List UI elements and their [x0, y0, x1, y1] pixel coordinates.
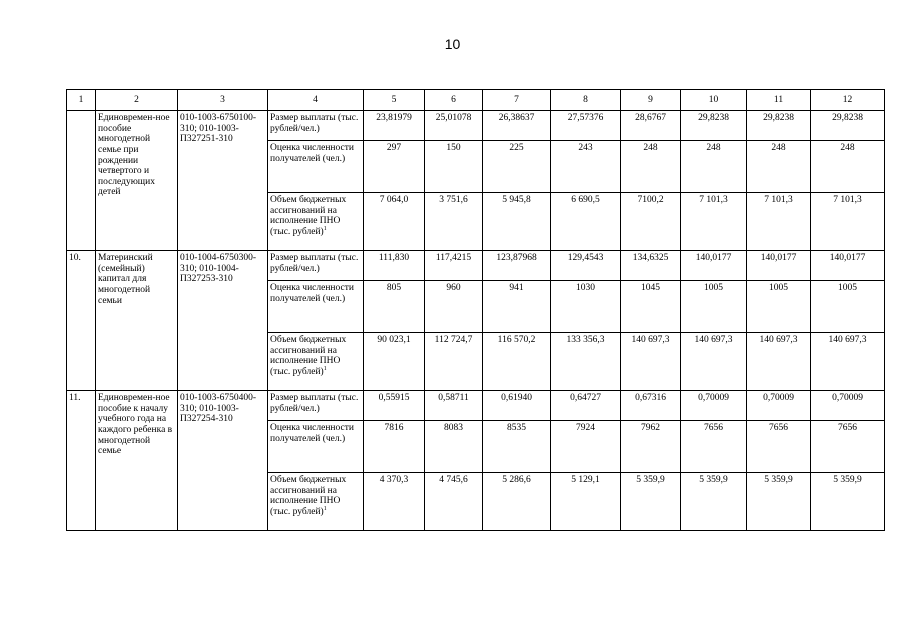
value-cell: 0,58711 [425, 391, 483, 421]
page-number: 10 [444, 36, 461, 52]
value-cell: 112 724,7 [425, 333, 483, 391]
value-cell: 248 [747, 141, 811, 193]
column-header: 3 [178, 90, 268, 111]
value-cell: 7 101,3 [811, 193, 885, 251]
column-header: 10 [681, 90, 747, 111]
value-cell: 123,87968 [483, 251, 551, 281]
value-cell: 1005 [811, 281, 885, 333]
value-cell: 5 359,9 [681, 473, 747, 531]
parameter-label [268, 251, 364, 281]
value-cell: 29,8238 [811, 111, 885, 141]
budget-code: 010-1003-6750100-310; 010-1003-П327251-310 [178, 111, 268, 251]
value-cell: 8083 [425, 421, 483, 473]
budget-code: 010-1003-6750400-310; 010-1003-П327254-310 [178, 391, 268, 531]
value-cell: 7656 [681, 421, 747, 473]
table-row [67, 251, 885, 281]
value-cell: 0,55915 [364, 391, 425, 421]
column-header: 1 [67, 90, 96, 111]
value-cell: 29,8238 [747, 111, 811, 141]
parameter-text: Объем бюджетных ассигнований на исполнение ПНО (тыс. рублей) [270, 195, 347, 237]
value-cell: 140 697,3 [747, 333, 811, 391]
column-header: 12 [811, 90, 885, 111]
value-cell: 805 [364, 281, 425, 333]
value-cell: 140 697,3 [621, 333, 681, 391]
value-cell: 5 286,6 [483, 473, 551, 531]
value-cell: 7656 [811, 421, 885, 473]
value-cell: 6 690,5 [551, 193, 621, 251]
footnote-marker: 1 [323, 365, 327, 372]
value-cell: 1005 [681, 281, 747, 333]
parameter-text: Размер выплаты (тыс. рублей/чел.) [270, 113, 359, 134]
value-cell: 1030 [551, 281, 621, 333]
value-cell: 3 751,6 [425, 193, 483, 251]
parameter-text: Объем бюджетных ассигнований на исполнение ПНО (тыс. рублей) [270, 475, 347, 517]
footnote-marker: 1 [323, 505, 327, 512]
value-cell: 140,0177 [681, 251, 747, 281]
value-cell: 1045 [621, 281, 681, 333]
value-cell: 4 370,3 [364, 473, 425, 531]
benefit-name: Материнский (семейный) капитал для многодетной семьи [96, 251, 178, 391]
value-cell: 140 697,3 [811, 333, 885, 391]
value-cell: 5 129,1 [551, 473, 621, 531]
value-cell: 140,0177 [811, 251, 885, 281]
value-cell: 243 [551, 141, 621, 193]
value-cell: 7816 [364, 421, 425, 473]
column-header: 5 [364, 90, 425, 111]
value-cell: 5 359,9 [621, 473, 681, 531]
column-header: 4 [268, 90, 364, 111]
value-cell: 7100,2 [621, 193, 681, 251]
parameter-text: Оценка численности получателей (чел.) [270, 423, 354, 444]
parameter-label [268, 111, 364, 141]
value-cell: 5 945,8 [483, 193, 551, 251]
value-cell: 941 [483, 281, 551, 333]
column-header: 2 [96, 90, 178, 111]
value-cell: 225 [483, 141, 551, 193]
column-header: 8 [551, 90, 621, 111]
row-index [67, 111, 96, 251]
table-row [67, 111, 885, 141]
value-cell: 140 697,3 [681, 333, 747, 391]
value-cell: 90 023,1 [364, 333, 425, 391]
value-cell: 0,70009 [681, 391, 747, 421]
row-index: 11. [67, 391, 96, 531]
parameter-label [268, 281, 364, 333]
budget-code: 010-1004-6750300-310; 010-1004-П327253-310 [178, 251, 268, 391]
value-cell: 0,67316 [621, 391, 681, 421]
parameter-label [268, 333, 364, 391]
value-cell: 26,38637 [483, 111, 551, 141]
footnote-marker: 1 [323, 225, 327, 232]
value-cell: 23,81979 [364, 111, 425, 141]
value-cell: 140,0177 [747, 251, 811, 281]
column-header: 6 [425, 90, 483, 111]
value-cell: 133 356,3 [551, 333, 621, 391]
column-header: 11 [747, 90, 811, 111]
parameter-label [268, 193, 364, 251]
value-cell: 960 [425, 281, 483, 333]
value-cell: 150 [425, 141, 483, 193]
value-cell: 8535 [483, 421, 551, 473]
value-cell: 116 570,2 [483, 333, 551, 391]
value-cell: 1005 [747, 281, 811, 333]
value-cell: 7962 [621, 421, 681, 473]
value-cell: 28,6767 [621, 111, 681, 141]
value-cell: 248 [681, 141, 747, 193]
column-header: 7 [483, 90, 551, 111]
value-cell: 25,01078 [425, 111, 483, 141]
value-cell: 4 745,6 [425, 473, 483, 531]
value-cell: 5 359,9 [747, 473, 811, 531]
value-cell: 0,61940 [483, 391, 551, 421]
value-cell: 248 [811, 141, 885, 193]
value-cell: 111,830 [364, 251, 425, 281]
benefit-name: Единовремен-ное пособие многодетной семье при рождении четвертого и последующих детей [96, 111, 178, 251]
parameter-label [268, 473, 364, 531]
parameter-label [268, 391, 364, 421]
parameter-text: Объем бюджетных ассигнований на исполнение ПНО (тыс. рублей) [270, 335, 347, 377]
value-cell: 7 101,3 [681, 193, 747, 251]
parameter-text: Оценка численности получателей (чел.) [270, 283, 354, 304]
value-cell: 27,57376 [551, 111, 621, 141]
value-cell: 134,6325 [621, 251, 681, 281]
parameter-text: Оценка численности получателей (чел.) [270, 143, 354, 164]
value-cell: 7 064,0 [364, 193, 425, 251]
value-cell: 248 [621, 141, 681, 193]
table-row [67, 391, 885, 421]
header-row [67, 90, 885, 111]
row-index: 10. [67, 251, 96, 391]
parameter-text: Размер выплаты (тыс. рублей/чел.) [270, 393, 359, 414]
table-body [67, 111, 885, 531]
benefit-name: Единовремен-ное пособие к началу учебного года на каждого ребенка в многодетной семье [96, 391, 178, 531]
value-cell: 297 [364, 141, 425, 193]
value-cell: 0,70009 [747, 391, 811, 421]
budget-table [66, 89, 885, 531]
value-cell: 29,8238 [681, 111, 747, 141]
value-cell: 0,70009 [811, 391, 885, 421]
value-cell: 0,64727 [551, 391, 621, 421]
value-cell: 7 101,3 [747, 193, 811, 251]
value-cell: 7924 [551, 421, 621, 473]
value-cell: 117,4215 [425, 251, 483, 281]
value-cell: 5 359,9 [811, 473, 885, 531]
value-cell: 129,4543 [551, 251, 621, 281]
parameter-text: Размер выплаты (тыс. рублей/чел.) [270, 253, 359, 274]
column-header: 9 [621, 90, 681, 111]
parameter-label [268, 141, 364, 193]
value-cell: 7656 [747, 421, 811, 473]
parameter-label [268, 421, 364, 473]
